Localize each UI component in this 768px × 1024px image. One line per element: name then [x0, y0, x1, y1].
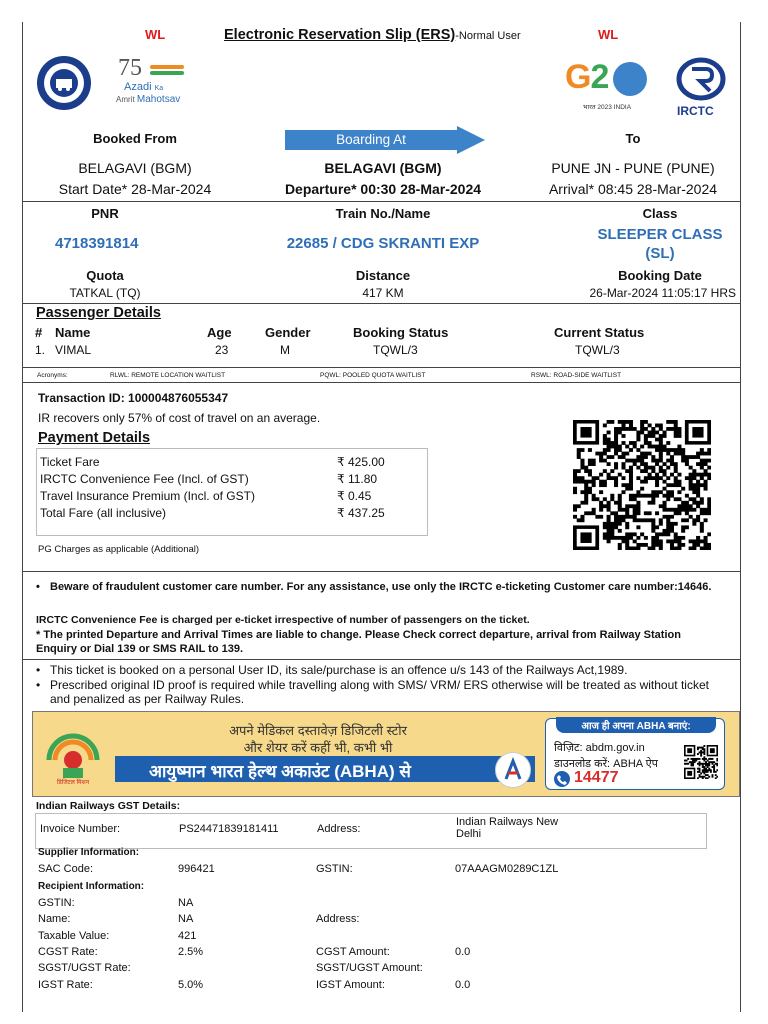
- passenger-name: VIMAL: [55, 343, 92, 357]
- passenger-number: 1.: [35, 343, 46, 357]
- abha-qr-code: [684, 745, 718, 779]
- boarding-at-arrow: Boarding At: [285, 126, 485, 154]
- cgst-amount-label: CGST Amount:: [316, 946, 390, 958]
- wl-right-badge: WL: [598, 27, 619, 42]
- irctc-emblem-icon: [676, 57, 726, 101]
- bullet-note-1: • This ticket is booked on a personal User ID, its sale/purchase is an offence u/s 143 of the Railways Act,1989.: [36, 663, 628, 677]
- abha-visit-link[interactable]: विज़िट: abdm.gov.in: [554, 742, 645, 754]
- ir-recovery-note: IR recovers only 57% of cost of travel on an average.: [38, 411, 321, 425]
- recipient-gstin-value: NA: [178, 897, 194, 909]
- acronym-rswl: RSWL: ROAD-SIDE WAITLIST: [531, 372, 622, 379]
- recipient-address-label: Address:: [316, 913, 360, 925]
- igst-rate-label: IGST Rate:: [38, 979, 93, 991]
- class-value-line2: (SL): [645, 245, 675, 262]
- passenger-current-status: TQWL/3: [575, 343, 620, 357]
- invoice-value: PS24471839181411: [179, 823, 279, 835]
- transaction-id: Transaction ID: 100004876055347: [38, 391, 229, 405]
- globe-icon: [613, 62, 647, 96]
- recipient-heading: Recipient Information:: [38, 881, 145, 892]
- right-border: [740, 22, 741, 1012]
- passenger-age: 23: [215, 343, 229, 357]
- abha-download: डाउनलोड करें: ABHA ऐप: [554, 758, 658, 770]
- start-date: Start Date* 28-Mar-2024: [58, 181, 212, 197]
- divider: [22, 367, 741, 368]
- distance-value: 417 KM: [362, 286, 404, 300]
- col-booking-status: Booking Status: [353, 325, 449, 340]
- left-border: [22, 22, 23, 1012]
- cgst-rate-value: 2.5%: [178, 946, 204, 958]
- irctc-logo: IRCTC: [671, 57, 731, 119]
- to-station: PUNE JN - PUNE (PUNE): [551, 160, 715, 176]
- col-number: #: [35, 325, 43, 340]
- train-value: 22685 / CDG SKRANTI EXP: [286, 235, 480, 252]
- acronym-rlwl: RLWL: REMOTE LOCATION WAITLIST: [110, 372, 226, 379]
- passenger-booking-status: TQWL/3: [373, 343, 418, 357]
- pnr-label: PNR: [91, 206, 119, 221]
- banner-line-1: अपने मेडिकल दस्तावेज़ डिजिटली स्टोर: [229, 723, 407, 738]
- address-label: Address:: [317, 823, 361, 835]
- taxable-value-label: Taxable Value:: [38, 930, 110, 942]
- times-note: * The printed Departure and Arrival Times are liable to change. Please Check correct departure, arrival from Railway Station Enquiry or Dial 139 or SMS RAIL to 139.: [36, 629, 681, 655]
- pnr-value: 4718391814: [55, 235, 139, 252]
- col-gender: Gender: [265, 325, 311, 340]
- quota-label: Quota: [86, 268, 124, 283]
- col-name: Name: [55, 325, 91, 340]
- gst-heading: Indian Railways GST Details:: [36, 800, 181, 812]
- supplier-gstin-value: 07AAAGM0289C1ZL: [455, 863, 559, 875]
- igst-amount-label: IGST Amount:: [316, 979, 385, 991]
- qr-code: [573, 420, 711, 550]
- title-text: Electronic Reservation Slip (ERS): [224, 27, 456, 43]
- azadi-ka-amrit-mahotsav-logo: 75 Azadi Ka Amrit Mahotsav: [112, 55, 202, 110]
- recipient-gstin-label: GSTIN:: [38, 897, 75, 909]
- recipient-name-value: NA: [178, 913, 194, 925]
- cgst-amount-value: 0.0: [455, 946, 471, 958]
- supplier-gstin-label: GSTIN:: [316, 863, 353, 875]
- divider: [22, 303, 741, 304]
- g20-logo: G2 भारत 2023 INDIA: [565, 58, 660, 118]
- booking-date-label: Booking Date: [618, 268, 702, 283]
- from-station: BELAGAVI (BGM): [78, 160, 192, 176]
- passenger-details-heading: Passenger Details: [36, 305, 161, 321]
- sgst-rate-label: SGST/UGST Rate:: [38, 962, 131, 974]
- col-age: Age: [207, 325, 232, 340]
- to-label: To: [625, 131, 641, 146]
- booking-date-value: 26-Mar-2024 11:05:17 HRS: [589, 286, 736, 300]
- banner-strip: आयुष्मान भारत हेल्थ अकाउंट (ABHA) से: [115, 756, 535, 782]
- banner-line-2: और शेयर करें कहीं भी, कभी भी: [243, 740, 393, 755]
- divider: [22, 571, 741, 572]
- invoice-label: Invoice Number:: [40, 823, 121, 835]
- arrival-time: Arrival* 08:45 28-Mar-2024: [548, 181, 718, 197]
- fraud-warning-note: • Beware of fraudulent customer care number. For any assistance, use only the IRCTC e-ticketing Customer care number:14646.: [36, 581, 712, 593]
- abha-banner: [32, 711, 740, 797]
- divider: [22, 382, 741, 383]
- sac-value: 996421: [178, 863, 215, 875]
- bullet-note-2: • Prescribed original ID proof is required while travelling along with SMS/ VRM/ ERS otherwise will be treated as without ticket and penalized as per Railway Rules.: [36, 678, 709, 706]
- igst-amount-value: 0.0: [455, 979, 471, 991]
- pg-charges-note: PG Charges as applicable (Additional): [38, 544, 200, 555]
- divider: [22, 201, 741, 202]
- acronyms-label: Acronyms:: [37, 372, 68, 379]
- wl-left-badge: WL: [145, 27, 166, 42]
- divider: [22, 659, 741, 660]
- class-label: Class: [642, 206, 678, 221]
- acronym-pqwl: PQWL: POOLED QUOTA WAITLIST: [320, 372, 426, 379]
- taxable-value: 421: [178, 930, 197, 942]
- subtitle-text: -Normal User: [455, 30, 521, 42]
- class-value-line1: SLEEPER CLASS: [597, 226, 723, 243]
- abha-app-icon: [495, 752, 531, 788]
- sgst-amount-label: SGST/UGST Amount:: [316, 962, 423, 974]
- payment-table: Ticket Fare ₹ 425.00 IRCTC Convenience Fee (Incl. of GST) ₹ 11.80 Travel Insurance Premium (Incl. of GST) ₹ 0.45 Total Fare (all inclusive) ₹ 437.25: [36, 448, 428, 536]
- address-value: Indian Railways New Delhi: [456, 816, 559, 840]
- convenience-fee-note: IRCTC Convenience Fee is charged per e-ticket irrespective of number of passengers on the ticket.: [36, 614, 530, 626]
- passenger-gender: M: [280, 343, 290, 357]
- phone-icon: [554, 771, 570, 787]
- cgst-rate-label: CGST Rate:: [38, 946, 98, 958]
- abha-box-title: आज ही अपना ABHA बनाएं:: [581, 721, 691, 732]
- departure-time: Departure* 00:30 28-Mar-2024: [284, 181, 482, 197]
- igst-rate-value: 5.0%: [178, 979, 204, 991]
- supplier-heading: Supplier Information:: [38, 847, 140, 858]
- distance-label: Distance: [355, 268, 411, 283]
- booked-from-label: Booked From: [93, 131, 177, 146]
- train-label: Train No./Name: [335, 206, 431, 221]
- sac-label: SAC Code:: [38, 863, 94, 875]
- payment-details-heading: Payment Details: [38, 430, 151, 446]
- indian-railways-logo-icon: [36, 55, 92, 111]
- boarding-station: BELAGAVI (BGM): [324, 160, 442, 176]
- invoice-table: [35, 813, 707, 849]
- abha-helpline: 14477: [574, 769, 619, 786]
- col-current-status: Current Status: [554, 325, 645, 340]
- ers-title: [224, 26, 521, 44]
- recipient-name-label: Name:: [38, 913, 71, 925]
- quota-value: TATKAL (TQ): [69, 286, 141, 300]
- abha-info-box: [545, 718, 725, 790]
- digital-mission-logo-icon: डिजिटल मिशन: [41, 726, 105, 790]
